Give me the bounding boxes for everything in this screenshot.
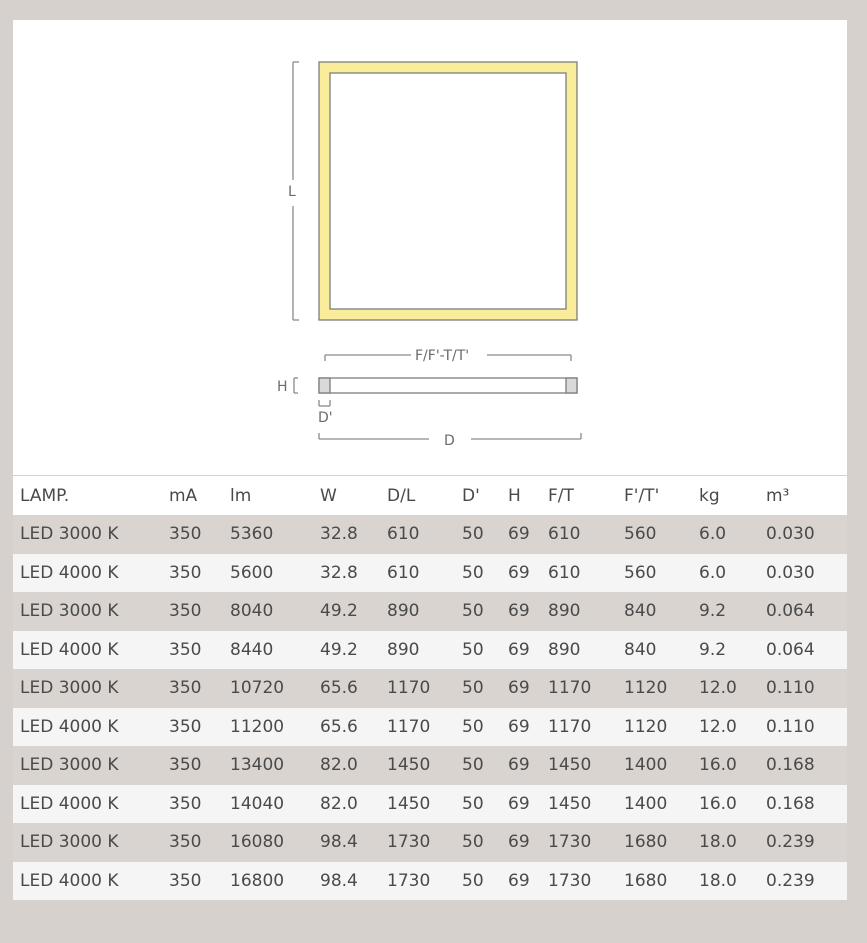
table-cell: 610	[380, 554, 455, 593]
table-cell: 1730	[541, 862, 617, 901]
table-cell: 18.0	[692, 862, 759, 901]
table-cell: 560	[617, 515, 692, 554]
table-cell: 1400	[617, 785, 692, 824]
table-cell: 82.0	[313, 746, 380, 785]
table-row	[13, 554, 847, 593]
table-cell: 50	[455, 862, 501, 901]
table-cell: 1730	[541, 823, 617, 862]
table-cell: LED 3000 K	[13, 823, 162, 862]
table-cell: 0.168	[759, 746, 847, 785]
table-cell: 69	[501, 592, 541, 631]
table-cell: 840	[617, 592, 692, 631]
lamp-profile-end-right	[566, 378, 577, 393]
table-cell: 0.030	[759, 515, 847, 554]
table-cell: 69	[501, 862, 541, 901]
label-Dprime: D'	[318, 410, 333, 426]
lamp-profile-end-left	[319, 378, 330, 393]
label-H: H	[277, 379, 288, 395]
table-cell: 350	[162, 592, 223, 631]
table-cell: 69	[501, 669, 541, 708]
table-body	[13, 515, 847, 900]
table-cell: 9.2	[692, 592, 759, 631]
table-cell: 1170	[541, 669, 617, 708]
table-cell: 8440	[223, 631, 313, 670]
column-header: D'	[455, 476, 501, 515]
table-cell: 32.8	[313, 515, 380, 554]
table-cell: 1170	[541, 708, 617, 747]
table-row	[13, 669, 847, 708]
lamp-frame-inner	[330, 73, 566, 309]
drawing-panel	[13, 20, 847, 475]
spec-table	[13, 476, 847, 900]
table-cell: 16800	[223, 862, 313, 901]
table-cell: 350	[162, 669, 223, 708]
table-cell: 840	[617, 631, 692, 670]
table-cell: 16.0	[692, 746, 759, 785]
table-cell: 1730	[380, 862, 455, 901]
table-cell: 890	[380, 592, 455, 631]
table-cell: 50	[455, 592, 501, 631]
table-cell: 12.0	[692, 708, 759, 747]
table-cell: 69	[501, 785, 541, 824]
table-cell: 69	[501, 515, 541, 554]
table-cell: 560	[617, 554, 692, 593]
table-cell: 12.0	[692, 669, 759, 708]
table-cell: 0.110	[759, 669, 847, 708]
table-row	[13, 708, 847, 747]
table-cell: 69	[501, 746, 541, 785]
table-cell: 350	[162, 862, 223, 901]
table-cell: 69	[501, 631, 541, 670]
table-cell: 49.2	[313, 631, 380, 670]
table-cell: 1170	[380, 708, 455, 747]
table-cell: 10720	[223, 669, 313, 708]
table-cell: 69	[501, 708, 541, 747]
table-cell: 50	[455, 631, 501, 670]
table-cell: LED 4000 K	[13, 708, 162, 747]
table-cell: 50	[455, 708, 501, 747]
column-header: D/L	[380, 476, 455, 515]
table-cell: 6.0	[692, 515, 759, 554]
table-cell: LED 4000 K	[13, 785, 162, 824]
column-header: mA	[162, 476, 223, 515]
column-header: W	[313, 476, 380, 515]
column-header: m³	[759, 476, 847, 515]
label-D: D	[444, 433, 455, 449]
table-cell: LED 4000 K	[13, 554, 162, 593]
table-cell: 0.064	[759, 592, 847, 631]
column-header: LAMP.	[13, 476, 162, 515]
table-cell: 11200	[223, 708, 313, 747]
technical-drawing	[13, 20, 847, 475]
table-cell: 1450	[541, 785, 617, 824]
table-cell: 350	[162, 708, 223, 747]
table-cell: 6.0	[692, 554, 759, 593]
table-cell: 0.168	[759, 785, 847, 824]
table-cell: 18.0	[692, 823, 759, 862]
table-cell: 5360	[223, 515, 313, 554]
table-cell: 65.6	[313, 708, 380, 747]
table-cell: 98.4	[313, 823, 380, 862]
dimension-H	[294, 378, 298, 393]
table-cell: 350	[162, 515, 223, 554]
table-cell: 350	[162, 554, 223, 593]
table-cell: LED 3000 K	[13, 515, 162, 554]
table-cell: 82.0	[313, 785, 380, 824]
table-row	[13, 631, 847, 670]
table-cell: LED 3000 K	[13, 592, 162, 631]
table-cell: 13400	[223, 746, 313, 785]
column-header: lm	[223, 476, 313, 515]
label-L: L	[288, 184, 296, 200]
table-cell: 1730	[380, 823, 455, 862]
table-cell: 1450	[380, 746, 455, 785]
table-cell: 69	[501, 823, 541, 862]
table-cell: 1400	[617, 746, 692, 785]
table-cell: 1120	[617, 669, 692, 708]
lamp-side-view	[319, 378, 577, 393]
table-cell: 1170	[380, 669, 455, 708]
table-cell: 50	[455, 554, 501, 593]
table-cell: 50	[455, 515, 501, 554]
table-cell: 9.2	[692, 631, 759, 670]
table-cell: 610	[541, 554, 617, 593]
table-cell: 1680	[617, 862, 692, 901]
table-cell: 50	[455, 746, 501, 785]
lamp-profile	[319, 378, 577, 393]
table-cell: LED 4000 K	[13, 631, 162, 670]
table-cell: 890	[380, 631, 455, 670]
column-header: H	[501, 476, 541, 515]
table-cell: 0.030	[759, 554, 847, 593]
table-cell: 65.6	[313, 669, 380, 708]
table-header-row	[13, 476, 847, 515]
table-cell: 16.0	[692, 785, 759, 824]
label-FT: F/F'-T/T'	[415, 348, 470, 364]
table-cell: 32.8	[313, 554, 380, 593]
table-row	[13, 515, 847, 554]
table-cell: 98.4	[313, 862, 380, 901]
table-cell: 1680	[617, 823, 692, 862]
table-cell: LED 3000 K	[13, 669, 162, 708]
table-cell: 1120	[617, 708, 692, 747]
table-row	[13, 785, 847, 824]
table-row	[13, 592, 847, 631]
table-cell: 890	[541, 592, 617, 631]
table-cell: 8040	[223, 592, 313, 631]
table-cell: 350	[162, 631, 223, 670]
table-cell: 890	[541, 631, 617, 670]
table-row	[13, 746, 847, 785]
table-cell: 5600	[223, 554, 313, 593]
table-cell: 14040	[223, 785, 313, 824]
table-cell: 350	[162, 823, 223, 862]
column-header: kg	[692, 476, 759, 515]
table-row	[13, 823, 847, 862]
lamp-top-view	[319, 62, 577, 320]
table-cell: LED 4000 K	[13, 862, 162, 901]
column-header: F'/T'	[617, 476, 692, 515]
dimension-Dprime	[319, 400, 330, 406]
table-cell: 1450	[541, 746, 617, 785]
column-header: F/T	[541, 476, 617, 515]
table-cell: 0.064	[759, 631, 847, 670]
table-cell: 1450	[380, 785, 455, 824]
table-cell: 350	[162, 785, 223, 824]
table-cell: 16080	[223, 823, 313, 862]
table-cell: 50	[455, 669, 501, 708]
table-cell: 610	[541, 515, 617, 554]
table-cell: LED 3000 K	[13, 746, 162, 785]
table-row	[13, 862, 847, 901]
table-cell: 50	[455, 785, 501, 824]
table-cell: 610	[380, 515, 455, 554]
table-cell: 49.2	[313, 592, 380, 631]
table-cell: 350	[162, 746, 223, 785]
table-cell: 0.239	[759, 823, 847, 862]
table-cell: 0.110	[759, 708, 847, 747]
table-cell: 50	[455, 823, 501, 862]
table-cell: 69	[501, 554, 541, 593]
table-cell: 0.239	[759, 862, 847, 901]
